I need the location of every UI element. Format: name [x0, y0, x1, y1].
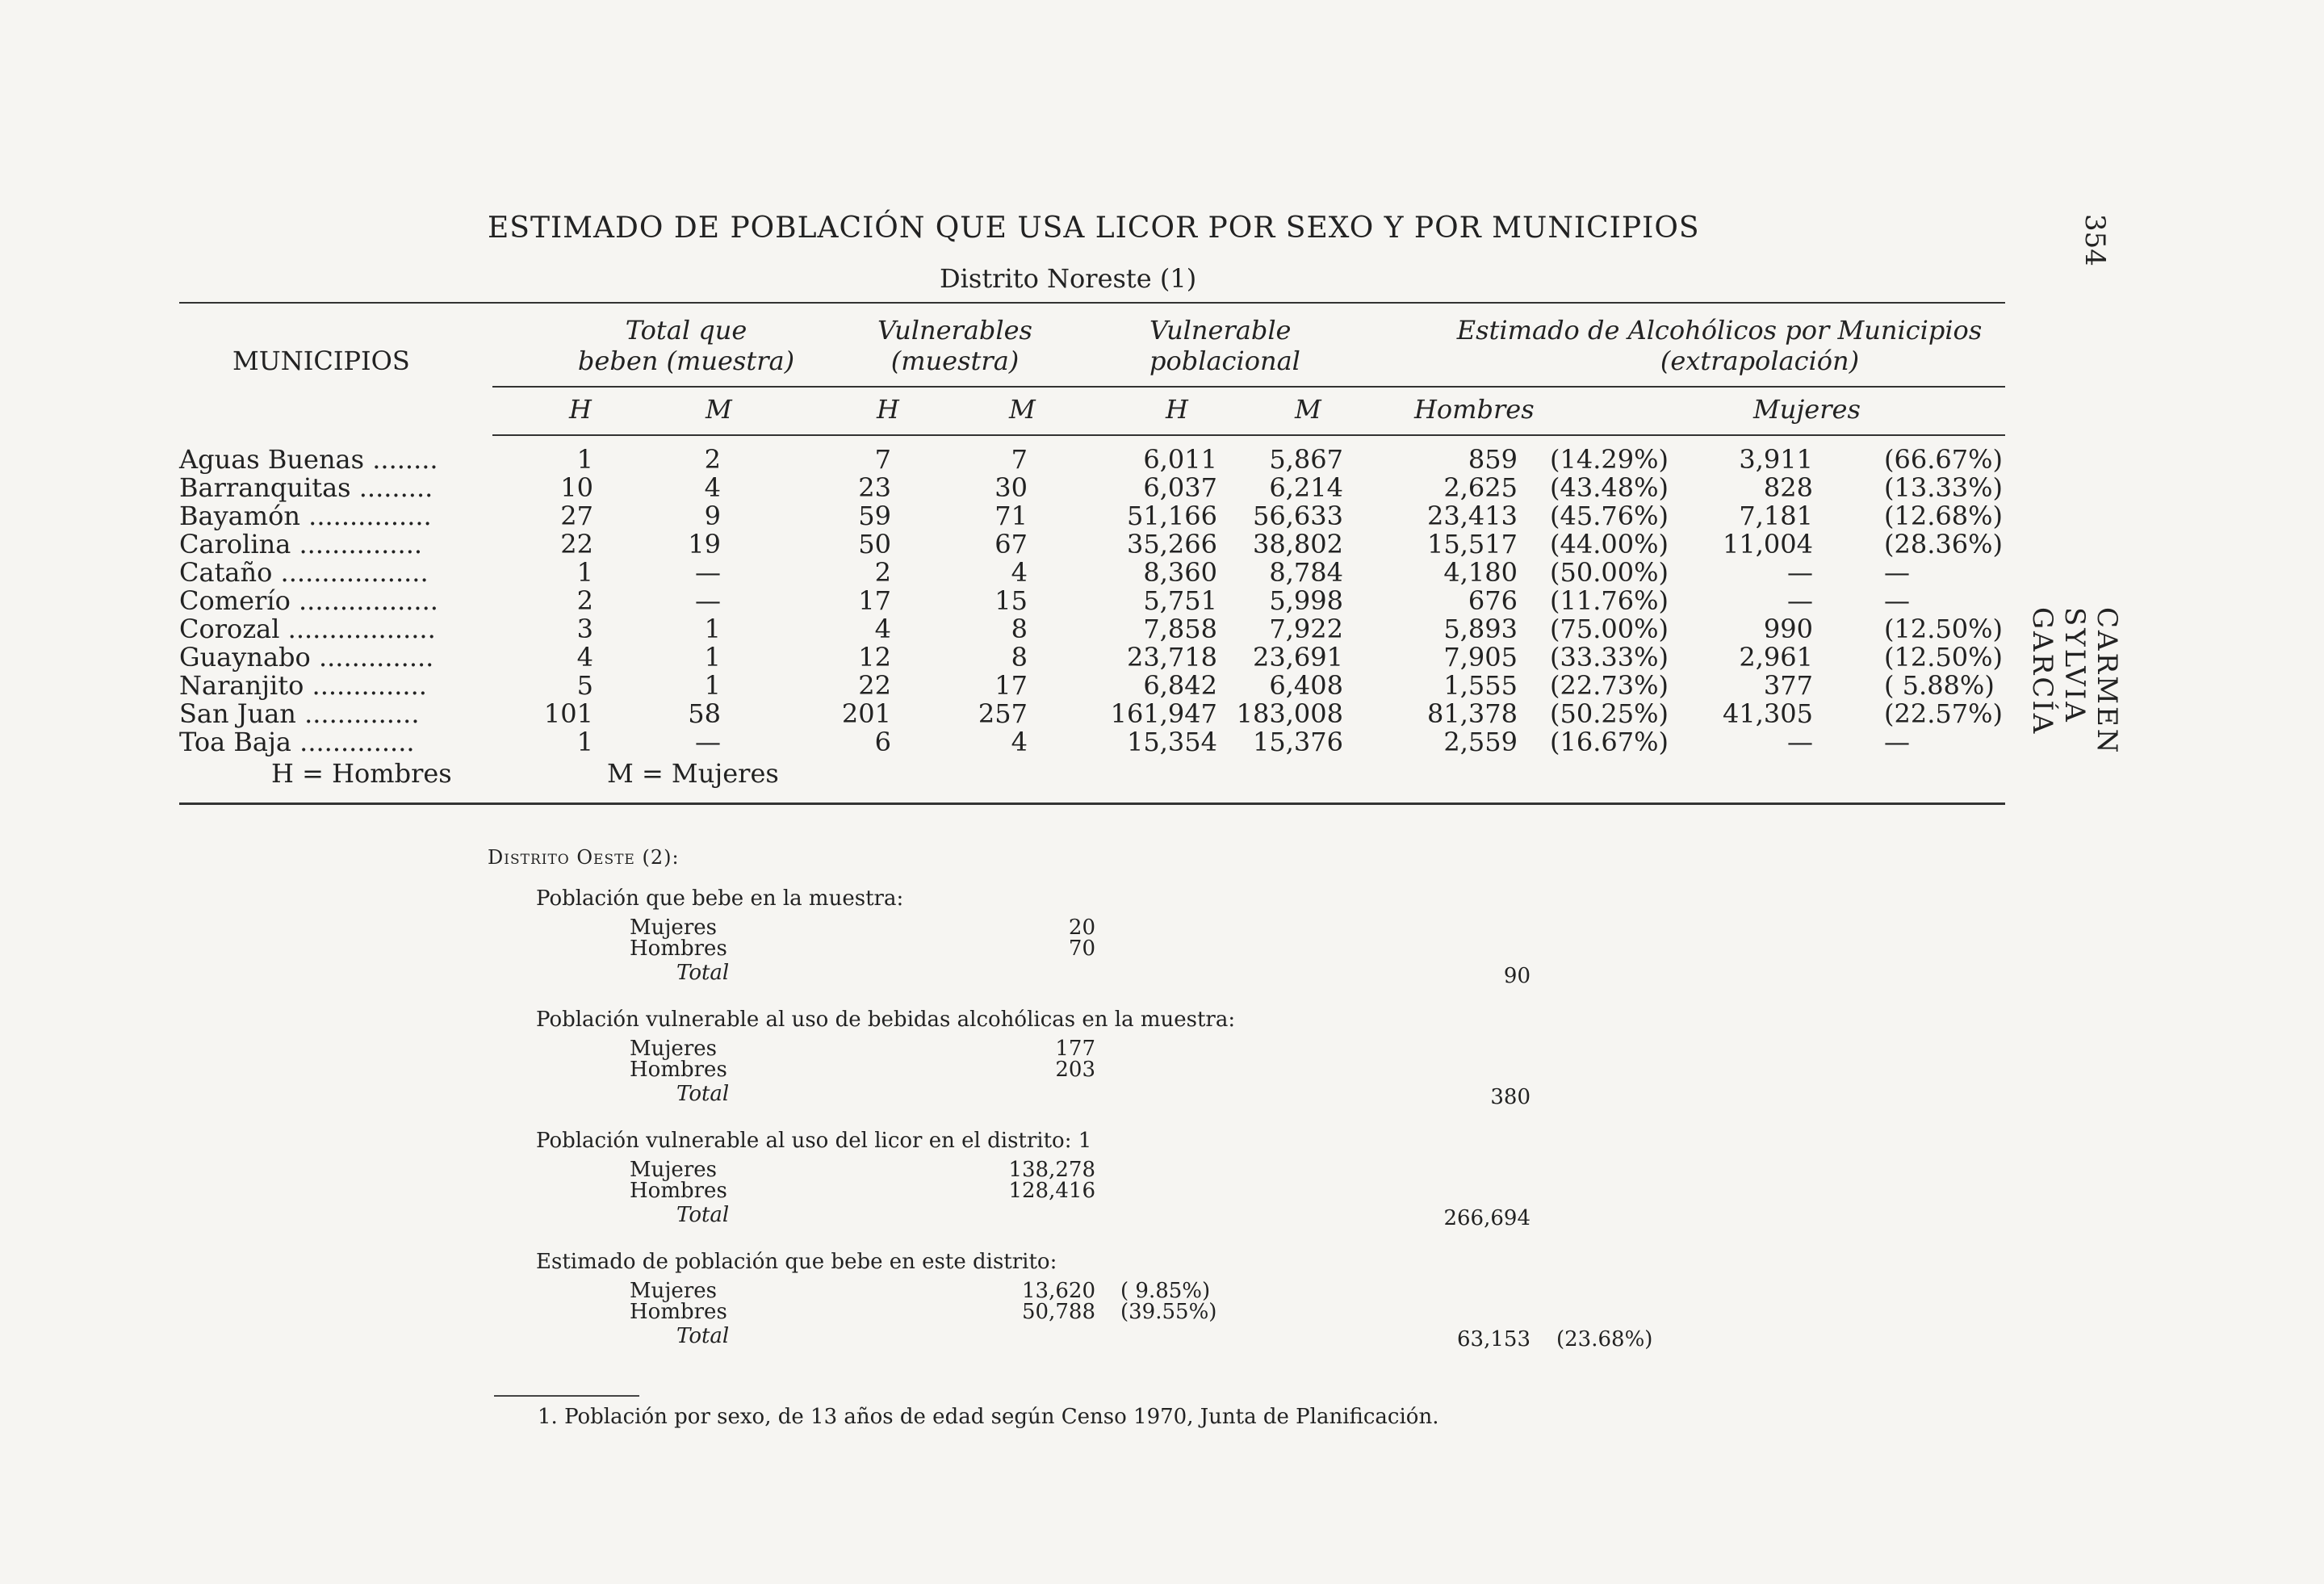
header-vulnerables-line2: (muestra): [890, 346, 1020, 376]
subheader-hombres: Hombres: [1414, 394, 1535, 425]
oeste-total-value: 380: [1490, 1085, 1530, 1109]
cell-tm: —: [695, 557, 721, 588]
cell-vh: 59: [858, 501, 891, 531]
cell-name: Naranjito ..............: [179, 670, 427, 701]
oeste-total-pct: (23.68%): [1556, 1327, 1653, 1351]
header-vulnerable-poblacional: [1138, 315, 1359, 376]
cell-vh: 17: [858, 585, 891, 616]
oeste-mujeres-label: Mujeres: [630, 1279, 717, 1303]
header-total-line2: beben (muestra): [577, 346, 795, 376]
cell-em: 377: [1763, 670, 1813, 701]
cell-eh: 2,625: [1443, 472, 1518, 503]
cell-tm: 2: [704, 444, 721, 475]
subheader-vpob-h: H: [1166, 394, 1188, 425]
cell-em: —: [1787, 557, 1813, 588]
cell-eh: 1,555: [1443, 670, 1518, 701]
cell-eh: 2,559: [1443, 727, 1518, 757]
oeste-mujeres-value: 177: [1055, 1037, 1095, 1061]
cell-vm: 17: [995, 670, 1028, 701]
cell-th: 2: [576, 585, 593, 616]
oeste-block-title: Población que bebe en la muestra:: [536, 886, 904, 911]
subheader-total-h: H: [569, 394, 592, 425]
cell-ph: 6,842: [1143, 670, 1217, 701]
cell-vh: 2: [874, 557, 891, 588]
cell-name: Toa Baja ..............: [179, 727, 415, 757]
cell-vm: 4: [1011, 557, 1028, 588]
cell-tm: 4: [704, 472, 721, 503]
oeste-mujeres-value: 20: [1068, 916, 1095, 940]
table-row: [0, 474, 2324, 502]
cell-pm: 7,922: [1269, 614, 1343, 644]
oeste-mujeres-pct: ( 9.85%): [1120, 1279, 1211, 1303]
cell-name: Corozal ..................: [179, 614, 436, 644]
table-row: [0, 587, 2324, 615]
footnote-rule: [494, 1395, 639, 1397]
header-vulnerables: [854, 315, 1056, 376]
cell-ehp: (45.76%): [1550, 501, 1669, 531]
cell-emp: (28.36%): [1884, 529, 2003, 559]
cell-emp: (22.57%): [1884, 698, 2003, 729]
subheader-mujeres: Mujeres: [1753, 394, 1861, 425]
cell-vh: 4: [874, 614, 891, 644]
header-total-line1: Total que: [625, 315, 747, 346]
oeste-heading: Distrito Oeste (2):: [488, 846, 680, 869]
cell-pm: 23,691: [1253, 642, 1343, 673]
table-title: ESTIMADO DE POBLACIÓN QUE USA LICOR POR SEXO Y POR MUNICIPIOS: [488, 212, 1700, 245]
cell-name: San Juan ..............: [179, 698, 420, 729]
cell-eh: 15,517: [1427, 529, 1518, 559]
cell-ehp: (33.33%): [1550, 642, 1669, 673]
cell-emp: (13.33%): [1884, 472, 2003, 503]
cell-eh: 5,893: [1443, 614, 1518, 644]
cell-em: 41,305: [1723, 698, 1813, 729]
cell-pm: 38,802: [1253, 529, 1343, 559]
cell-ehp: (50.25%): [1550, 698, 1669, 729]
header-total: [565, 315, 807, 376]
cell-th: 1: [576, 444, 593, 475]
oeste-hombres-label: Hombres: [630, 937, 727, 961]
subheader-total-m: M: [706, 394, 732, 425]
oeste-block-title: Población vulnerable al uso de bebidas alcohólicas en la muestra:: [536, 1008, 1236, 1032]
cell-ehp: (75.00%): [1550, 614, 1669, 644]
oeste-block-title: Población vulnerable al uso del licor en el distrito: 1: [536, 1129, 1092, 1153]
cell-th: 1: [576, 557, 593, 588]
table-row: [0, 530, 2324, 559]
cell-th: 4: [576, 642, 593, 673]
cell-tm: 58: [688, 698, 721, 729]
cell-vm: 257: [978, 698, 1028, 729]
cell-ph: 15,354: [1127, 727, 1217, 757]
cell-ph: 23,718: [1127, 642, 1217, 673]
table-row: [0, 643, 2324, 672]
cell-th: 1: [576, 727, 593, 757]
cell-tm: 1: [704, 642, 721, 673]
cell-vm: 4: [1011, 727, 1028, 757]
cell-th: 101: [543, 698, 593, 729]
cell-vm: 30: [995, 472, 1028, 503]
oeste-total-value: 63,153: [1457, 1327, 1530, 1351]
cell-tm: —: [695, 585, 721, 616]
cell-em: 2,961: [1739, 642, 1813, 673]
header-estimado-line1: Estimado de Alcohólicos por Municipios: [1456, 315, 1983, 346]
cell-name: Aguas Buenas ........: [179, 444, 438, 475]
cell-eh: 676: [1468, 585, 1518, 616]
header-vulnerables-line1: Vulnerables: [877, 315, 1032, 346]
cell-vh: 7: [874, 444, 891, 475]
cell-ph: 5,751: [1143, 585, 1217, 616]
oeste-mujeres-value: 13,620: [1022, 1279, 1095, 1303]
cell-name: Carolina ...............: [179, 529, 423, 559]
oeste-total-label: Total: [676, 1203, 730, 1227]
cell-name: Barranquitas .........: [179, 472, 433, 503]
table-subtitle: Distrito Noreste (1): [940, 263, 1197, 294]
legend-m: M = Mujeres: [607, 758, 779, 789]
cell-tm: 19: [688, 529, 721, 559]
subheader-rule: [492, 386, 2005, 388]
cell-ehp: (44.00%): [1550, 529, 1669, 559]
oeste-total-label: Total: [676, 1082, 730, 1106]
header-vpob-line1: Vulnerable: [1149, 315, 1292, 346]
cell-eh: 81,378: [1427, 698, 1518, 729]
oeste-hombres-value: 50,788: [1022, 1300, 1095, 1324]
oeste-hombres-label: Hombres: [630, 1058, 727, 1082]
cell-tm: 1: [704, 614, 721, 644]
cell-eh: 859: [1468, 444, 1518, 475]
cell-emp: (12.50%): [1884, 642, 2003, 673]
cell-vm: 71: [995, 501, 1028, 531]
cell-emp: ( 5.88%): [1884, 670, 1995, 701]
cell-pm: 5,998: [1269, 585, 1343, 616]
cell-th: 27: [560, 501, 593, 531]
cell-ph: 8,360: [1143, 557, 1217, 588]
page-number: 354: [2079, 214, 2111, 266]
table-row: [0, 559, 2324, 587]
cell-name: Comerío .................: [179, 585, 438, 616]
cell-th: 5: [576, 670, 593, 701]
cell-name: Bayamón ...............: [179, 501, 432, 531]
oeste-hombres-value: 70: [1068, 937, 1095, 961]
cell-emp: —: [1884, 727, 1910, 757]
cell-em: 11,004: [1723, 529, 1813, 559]
header-estimado-line2: (extrapolación): [1660, 346, 1860, 376]
cell-ph: 6,037: [1143, 472, 1217, 503]
cell-vh: 6: [874, 727, 891, 757]
cell-em: 990: [1763, 614, 1813, 644]
table-row: [0, 700, 2324, 728]
cell-th: 10: [560, 472, 593, 503]
legend-h: H = Hombres: [271, 758, 452, 789]
footnote: 1. Población por sexo, de 13 años de edad según Censo 1970, Junta de Planificación.: [538, 1405, 1439, 1429]
running-author: CARMEN SYLVIA GARCÍA: [2026, 607, 2123, 756]
cell-vh: 22: [858, 670, 891, 701]
cell-vm: 8: [1011, 642, 1028, 673]
table-row: [0, 672, 2324, 700]
oeste-total-label: Total: [676, 961, 730, 985]
cell-name: Guaynabo ..............: [179, 642, 434, 673]
table-row: [0, 446, 2324, 474]
cell-tm: 9: [704, 501, 721, 531]
cell-th: 22: [560, 529, 593, 559]
header-bottom-rule: [492, 434, 2005, 436]
cell-pm: 183,008: [1236, 698, 1343, 729]
oeste-hombres-pct: (39.55%): [1120, 1300, 1217, 1324]
cell-pm: 56,633: [1253, 501, 1343, 531]
oeste-mujeres-label: Mujeres: [630, 916, 717, 940]
header-estimado: [1429, 315, 2010, 376]
table-row: [0, 502, 2324, 530]
cell-ehp: (43.48%): [1550, 472, 1669, 503]
cell-emp: (12.50%): [1884, 614, 2003, 644]
cell-vm: 7: [1011, 444, 1028, 475]
oeste-mujeres-value: 138,278: [1008, 1158, 1095, 1182]
cell-ph: 7,858: [1143, 614, 1217, 644]
cell-vh: 201: [841, 698, 891, 729]
cell-pm: 5,867: [1269, 444, 1343, 475]
cell-vh: 12: [858, 642, 891, 673]
cell-pm: 15,376: [1253, 727, 1343, 757]
cell-em: 828: [1763, 472, 1813, 503]
cell-em: 7,181: [1739, 501, 1813, 531]
table-row: [0, 728, 2324, 756]
cell-ehp: (11.76%): [1550, 585, 1669, 616]
subheader-vpob-m: M: [1295, 394, 1321, 425]
cell-pm: 8,784: [1269, 557, 1343, 588]
oeste-total-value: 90: [1503, 964, 1530, 988]
cell-emp: (12.68%): [1884, 501, 2003, 531]
cell-eh: 7,905: [1443, 642, 1518, 673]
cell-ph: 6,011: [1143, 444, 1217, 475]
oeste-hombres-value: 128,416: [1008, 1179, 1095, 1203]
cell-emp: —: [1884, 557, 1910, 588]
cell-vh: 23: [858, 472, 891, 503]
cell-emp: (66.67%): [1884, 444, 2003, 475]
oeste-block-title: Estimado de población que bebe en este distrito:: [536, 1250, 1057, 1274]
table-row: [0, 615, 2324, 643]
cell-tm: —: [695, 727, 721, 757]
cell-eh: 4,180: [1443, 557, 1518, 588]
cell-eh: 23,413: [1427, 501, 1518, 531]
cell-ph: 35,266: [1127, 529, 1217, 559]
table-top-rule: [179, 302, 2005, 304]
oeste-total-value: 266,694: [1443, 1206, 1530, 1230]
cell-ehp: (16.67%): [1550, 727, 1669, 757]
subheader-vuln-h: H: [877, 394, 899, 425]
header-municipios: MUNICIPIOS: [232, 346, 410, 376]
cell-name: Cataño ..................: [179, 557, 429, 588]
oeste-hombres-label: Hombres: [630, 1300, 727, 1324]
oeste-hombres-value: 203: [1055, 1058, 1095, 1082]
cell-tm: 1: [704, 670, 721, 701]
cell-ph: 51,166: [1127, 501, 1217, 531]
cell-th: 3: [576, 614, 593, 644]
cell-vm: 67: [995, 529, 1028, 559]
cell-emp: —: [1884, 585, 1910, 616]
cell-pm: 6,408: [1269, 670, 1343, 701]
cell-em: 3,911: [1739, 444, 1813, 475]
cell-ehp: (50.00%): [1550, 557, 1669, 588]
cell-vm: 8: [1011, 614, 1028, 644]
cell-pm: 6,214: [1269, 472, 1343, 503]
cell-vh: 50: [858, 529, 891, 559]
oeste-total-label: Total: [676, 1324, 730, 1348]
cell-em: —: [1787, 727, 1813, 757]
subheader-vuln-m: M: [1009, 394, 1036, 425]
cell-ehp: (22.73%): [1550, 670, 1669, 701]
oeste-mujeres-label: Mujeres: [630, 1158, 717, 1182]
oeste-hombres-label: Hombres: [630, 1179, 727, 1203]
header-vpob-line2: poblacional: [1149, 346, 1300, 376]
cell-ph: 161,947: [1110, 698, 1217, 729]
cell-ehp: (14.29%): [1550, 444, 1669, 475]
oeste-mujeres-label: Mujeres: [630, 1037, 717, 1061]
table-bottom-rule: [179, 802, 2005, 805]
cell-vm: 15: [995, 585, 1028, 616]
cell-em: —: [1787, 585, 1813, 616]
